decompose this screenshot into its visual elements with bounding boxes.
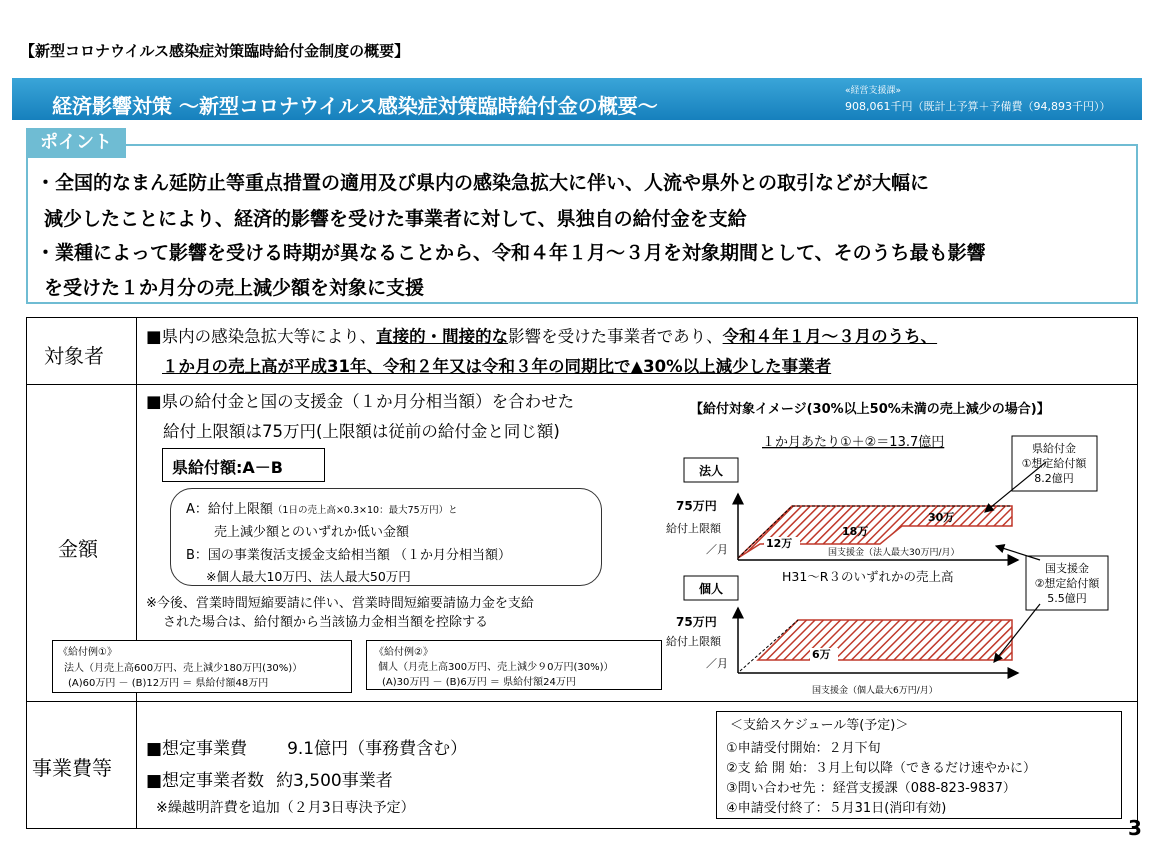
- corp-value-12: 12万: [766, 537, 793, 550]
- pref-box-line-1: 県給付金: [1032, 442, 1076, 455]
- formula-a-text: A：給付上限額: [186, 502, 273, 517]
- corp-y-mid-2: ／月: [706, 543, 728, 556]
- target-line-2: １か月の売上高が平成31年、令和２年又は令和３年の同期比で▲30%以上減少した事業者: [162, 357, 832, 376]
- formula-text: 県給付額:A－B: [172, 458, 283, 477]
- cost-note: ※繰越明許費を追加（２月3日専決予定）: [156, 800, 415, 816]
- schedule-item-2: ②支 給 開 始：３月上旬以降（できるだけ速やかに）: [726, 761, 1037, 776]
- example-1-line-1: 法人（月売上高600万円、売上減少180万円(30%)）: [64, 663, 303, 674]
- target-text-c: 影響を受けた事業者であり、: [508, 327, 723, 346]
- formula-a-note: （1日の売上高×0.3×10：最大75万円）と: [272, 505, 458, 516]
- budget-value: 908,061千円（既計上予算＋予備費（94,893千円））: [845, 100, 1111, 113]
- corp-label: 法人: [698, 464, 724, 478]
- formula-a-line-1: [186, 498, 458, 517]
- indiv-national-support: 国支援金（個人最大6万円/月）: [812, 686, 938, 696]
- corp-y-mid-1: 給付上限額: [666, 522, 721, 535]
- amount-line-1: ■県の給付金と国の支援金（１か月分相当額）を合わせた: [146, 392, 575, 411]
- image-title: 【給付対象イメージ(30%以上50%未満の売上減少の場合)】: [690, 402, 1050, 417]
- amount-line-2: 給付上限額は75万円(上限額は従前の給付金と同じ額): [163, 422, 560, 441]
- base-sales-label: H31～R３のいずれかの売上高: [782, 569, 954, 584]
- point-line-3: ・業種によって影響を受ける時期が異なることから、令和４年１月～３月を対象期間として、そのうち最も影響: [36, 242, 986, 264]
- indiv-pref-benefit-area: [758, 620, 1012, 660]
- budget-label: «経営支援課»: [845, 86, 902, 96]
- schedule-item-4: ④申請受付終了：５月31日(消印有効): [726, 801, 947, 816]
- page-number: 3: [1128, 816, 1142, 840]
- schedule-item-3: ③問い合わせ先 ：経営支援課（088-823-9837）: [726, 781, 1016, 796]
- corp-y-top: 75万円: [676, 499, 717, 513]
- formula-b-line-1: B：国の事業復活支援金支給相当額 （１か月分相当額）: [186, 548, 512, 563]
- image-total: １か月あたり①＋②＝13.7億円: [762, 435, 945, 450]
- table-column-divider: [136, 317, 137, 829]
- cost-item-2: ■想定事業者数: [146, 771, 265, 791]
- corp-national-support: 国支援金（法人最大30万円/月）: [828, 548, 960, 558]
- target-text-b: 直接的・間接的な: [376, 327, 509, 346]
- target-label: 対象者: [44, 344, 104, 368]
- cost-label: 事業費等: [32, 756, 112, 780]
- indiv-y-top: 75万円: [676, 615, 717, 629]
- cost-line-2: [146, 766, 393, 791]
- corp-value-18: 18万: [842, 525, 869, 538]
- indiv-value-6: 6万: [812, 648, 831, 661]
- formula-b-line-2: ※個人最大10万円、法人最大50万円: [206, 569, 411, 584]
- corp-value-30: 30万: [928, 511, 955, 524]
- indiv-label: 個人: [698, 582, 724, 596]
- indiv-y-mid-2: ／月: [706, 657, 728, 670]
- amount-note-2: された場合は、給付額から当該協力金相当額を控除する: [163, 615, 489, 630]
- cost-value-1: 9.1億円（事務費含む）: [287, 739, 468, 759]
- table-row-divider: [26, 701, 1138, 702]
- cost-line-1: [146, 734, 467, 759]
- point-line-4: を受けた１か月分の売上減少額を対象に支援: [44, 277, 425, 299]
- table-row-divider: [26, 384, 1138, 385]
- cost-value-2: 約3,500事業者: [276, 771, 393, 791]
- cost-item-1: ■想定事業費: [146, 739, 248, 759]
- document-title: 【新型コロナウイルス感染症対策臨時給付金制度の概要】: [20, 42, 410, 60]
- point-tab: ポイント: [26, 128, 126, 158]
- point-line-1: ・全国的なまん延防止等重点措置の適用及び県内の感染急拡大に伴い、人流や県外との取引などが大幅に: [36, 172, 930, 194]
- pref-box-line-2: ①想定給付額: [1021, 457, 1087, 470]
- target-text-d: 令和４年１月～３月のうち、: [722, 327, 938, 346]
- target-text-a: ■県内の感染急拡大等により、: [146, 327, 377, 346]
- header-title: 経済影響対策 ～新型コロナウイルス感染症対策臨時給付金の概要～: [52, 94, 658, 118]
- schedule-title: ＜支給スケジュール等(予定)＞: [730, 718, 909, 733]
- example-2-line-2: (A)30万円 － (B)6万円 ＝ 県給付額24万円: [382, 677, 576, 688]
- amount-note-1: ※今後、営業時間短縮要請に伴い、営業時間短縮要請協力金を支給: [146, 596, 534, 611]
- example-2-line-1: 個人（月売上高300万円、売上減少９0万円(30%)）: [378, 662, 614, 673]
- benefit-image-diagram: [660, 392, 1136, 700]
- point-line-2: 減少したことにより、経済的影響を受けた事業者に対して、県独自の給付金を支給: [44, 208, 747, 230]
- indiv-y-mid-1: 給付上限額: [666, 635, 721, 648]
- example-1-title: 《給付例①》: [58, 647, 117, 658]
- example-1-line-2: (A)60万円 － (B)12万円 ＝ 県給付額48万円: [68, 678, 269, 689]
- schedule-item-1: ①申請受付開始：２月下旬: [726, 741, 881, 756]
- nat-box-line-2: ②想定給付額: [1034, 577, 1100, 590]
- formula-a-line-2: 売上減少額とのいずれか低い金額: [214, 525, 410, 540]
- target-line-1: [146, 323, 937, 347]
- nat-box-line-1: 国支援金: [1045, 562, 1089, 575]
- nat-box-line-3: 5.5億円: [1047, 592, 1087, 605]
- pref-box-line-3: 8.2億円: [1034, 472, 1074, 485]
- example-2-title: 《給付例②》: [374, 647, 433, 658]
- amount-label: 金額: [58, 537, 98, 561]
